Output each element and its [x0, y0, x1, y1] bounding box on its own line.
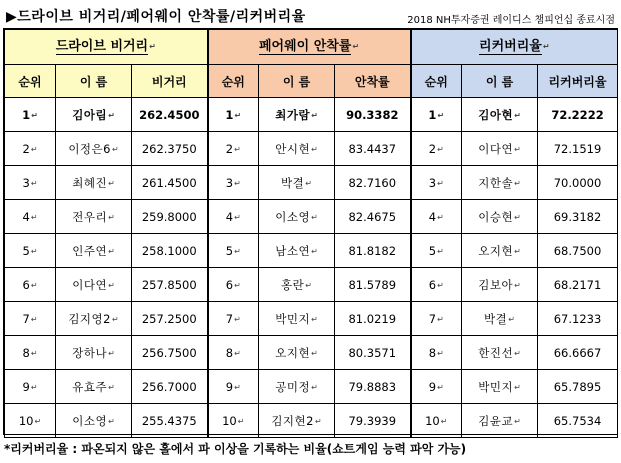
player-name: 지한솔 [478, 175, 514, 190]
stat-value-cell [132, 132, 208, 166]
rank-cell [5, 370, 56, 404]
return-mark: ↵ [237, 416, 245, 426]
stat-value-cell [538, 132, 618, 166]
rank-cell [5, 98, 56, 132]
stat-value: 82.7160 [348, 175, 397, 190]
rank: 6 [428, 277, 437, 292]
player-name-cell [462, 268, 538, 302]
stat-value: 256.7000 [141, 379, 197, 394]
return-mark: ↵ [311, 348, 318, 358]
return-mark: ↵ [234, 144, 241, 154]
stat-value: 81.0219 [348, 311, 397, 326]
player-name: 박결 [484, 311, 508, 326]
stat-value-cell [538, 234, 618, 268]
player-name-cell [462, 336, 538, 370]
column-header-name: 이 름 [56, 65, 132, 98]
rank-cell [5, 404, 56, 438]
rank: 1 [428, 107, 437, 122]
rank-cell [5, 234, 56, 268]
stat-value: 261.4500 [141, 175, 197, 190]
rank-cell [5, 166, 56, 200]
player-name-cell [56, 404, 132, 438]
player-name-cell [462, 234, 538, 268]
stat-value: 65.7534 [553, 413, 602, 428]
table-row [5, 370, 618, 404]
rank-cell [411, 132, 462, 166]
player-name: 홍란 [281, 277, 305, 292]
stat-value-cell [335, 98, 411, 132]
return-mark: ↵ [311, 212, 318, 222]
player-name: 오지현 [275, 345, 311, 360]
player-name-cell [259, 200, 335, 234]
stat-value: 255.4375 [141, 413, 197, 428]
rank-cell [5, 268, 56, 302]
table-row [5, 200, 618, 234]
rank-cell [411, 336, 462, 370]
rank: 5 [225, 243, 234, 258]
table-row [5, 234, 618, 268]
rank: 3 [428, 175, 437, 190]
stat-value: 83.4437 [348, 141, 397, 156]
rank: 10 [425, 413, 440, 428]
player-name-cell [259, 98, 335, 132]
rank-cell [208, 98, 259, 132]
player-name: 장하나 [72, 345, 108, 360]
player-name-cell [56, 370, 132, 404]
stat-value: 72.1519 [553, 141, 602, 156]
return-mark: ↵ [111, 144, 119, 154]
return-mark: ↵ [234, 212, 241, 222]
column-header-row [5, 65, 618, 98]
rank: 8 [22, 345, 30, 360]
return-mark: ↵ [514, 178, 521, 188]
player-name: 김아현 [478, 107, 514, 122]
return-mark: ↵ [234, 280, 241, 290]
player-name-cell [56, 166, 132, 200]
return-mark: ↵ [108, 178, 115, 188]
player-name-cell [259, 404, 335, 438]
rank-cell [411, 370, 462, 404]
stat-value-cell [335, 166, 411, 200]
rank: 6 [225, 277, 234, 292]
player-name-cell [56, 200, 132, 234]
player-name: 김윤교 [478, 413, 514, 428]
rank: 6 [22, 277, 30, 292]
return-mark: ↵ [30, 314, 38, 324]
stat-value: 72.2222 [551, 107, 604, 122]
stat-value: 90.3382 [346, 107, 399, 122]
return-mark: ↵ [514, 212, 521, 222]
rank-cell [208, 132, 259, 166]
return-mark: ↵ [234, 314, 241, 324]
return-mark: ↵ [234, 246, 241, 256]
column-header-value: 리커버리율 [538, 65, 618, 98]
stat-value: 81.5789 [348, 277, 397, 292]
table-row [5, 132, 618, 166]
page-title: ▶드라이브 비거리/페어웨이 안착률/리커버리율 [6, 9, 306, 25]
player-name: 김지현2 [271, 413, 314, 428]
return-mark: ↵ [514, 416, 521, 426]
player-name: 박결 [281, 175, 305, 190]
column-header-value: 비거리 [132, 65, 208, 98]
return-mark: ↵ [542, 42, 550, 51]
rank-cell [208, 234, 259, 268]
return-mark: ↵ [437, 212, 444, 222]
rank: 9 [225, 379, 234, 394]
return-mark: ↵ [437, 246, 444, 256]
stat-value: 258.1000 [141, 243, 197, 258]
stat-value-cell [132, 200, 208, 234]
stats-table-body [5, 30, 618, 438]
stat-value-cell [132, 302, 208, 336]
return-mark: ↵ [437, 314, 444, 324]
return-mark: ↵ [514, 110, 521, 120]
rank: 5 [22, 243, 30, 258]
return-mark: ↵ [437, 144, 444, 154]
rank: 4 [428, 209, 437, 224]
rank-cell [411, 200, 462, 234]
return-mark: ↵ [311, 246, 318, 256]
stat-value-cell [132, 336, 208, 370]
stat-value: 82.4675 [348, 209, 397, 224]
rank: 5 [428, 243, 437, 258]
group-title: 리커버리율 [479, 39, 542, 54]
return-mark: ↵ [314, 416, 322, 426]
return-mark: ↵ [108, 416, 115, 426]
player-name: 이소영 [275, 209, 311, 224]
return-mark: ↵ [311, 382, 318, 392]
return-mark: ↵ [30, 246, 38, 256]
stat-value: 79.8883 [348, 379, 397, 394]
return-mark: ↵ [305, 280, 312, 290]
rank-cell [411, 404, 462, 438]
rank-cell [208, 336, 259, 370]
return-mark: ↵ [108, 110, 115, 120]
rank: 7 [225, 311, 234, 326]
return-mark: ↵ [149, 42, 156, 51]
return-mark: ↵ [234, 110, 242, 120]
rank-cell [411, 302, 462, 336]
player-name-cell [259, 234, 335, 268]
stat-value-cell [132, 166, 208, 200]
return-mark: ↵ [311, 110, 318, 120]
column-header-rank: 순위 [5, 65, 56, 98]
player-name-cell [462, 302, 538, 336]
stat-value: 262.4500 [139, 107, 200, 122]
rank: 2 [225, 141, 234, 156]
player-name: 이다연 [72, 277, 108, 292]
table-row [5, 404, 618, 438]
player-name: 박민지 [275, 311, 311, 326]
player-name: 이승현 [478, 209, 514, 224]
rank-cell [5, 336, 56, 370]
column-header-rank: 순위 [208, 65, 259, 98]
return-mark: ↵ [30, 212, 38, 222]
stat-value-cell [538, 268, 618, 302]
table-row [5, 166, 618, 200]
return-mark: ↵ [508, 314, 515, 324]
column-header-name: 이 름 [462, 65, 538, 98]
stat-value-cell [335, 132, 411, 166]
rank-cell [5, 132, 56, 166]
rank-cell [411, 98, 462, 132]
rank-cell [208, 166, 259, 200]
player-name-cell [56, 98, 132, 132]
table-row [5, 302, 618, 336]
rank: 9 [22, 379, 30, 394]
return-mark: ↵ [234, 348, 241, 358]
player-name: 오지현 [478, 243, 514, 258]
stat-value-cell [132, 268, 208, 302]
return-mark: ↵ [437, 110, 445, 120]
stat-value: 80.3571 [348, 345, 397, 360]
player-name-cell [462, 98, 538, 132]
player-name-cell [56, 132, 132, 166]
stat-value-cell [335, 404, 411, 438]
rank: 8 [428, 345, 437, 360]
player-name: 공미정 [275, 379, 311, 394]
player-name: 전우리 [72, 209, 108, 224]
player-name: 최혜진 [72, 175, 108, 190]
rank-cell [208, 302, 259, 336]
return-mark: ↵ [437, 348, 444, 358]
stat-value: 70.0000 [553, 175, 602, 190]
player-name-cell [56, 302, 132, 336]
player-name-cell [56, 268, 132, 302]
stat-value: 67.1233 [553, 311, 602, 326]
stat-value: 79.3939 [348, 413, 397, 428]
return-mark: ↵ [30, 348, 38, 358]
stat-value-cell [538, 166, 618, 200]
player-name-cell [56, 336, 132, 370]
rank: 3 [22, 175, 30, 190]
rank: 4 [225, 209, 234, 224]
column-header-value: 안착률 [335, 65, 411, 98]
return-mark: ↵ [234, 382, 241, 392]
return-mark: ↵ [305, 178, 312, 188]
player-name: 이소영 [72, 413, 108, 428]
return-mark: ↵ [30, 144, 38, 154]
rank-cell [411, 268, 462, 302]
rank-cell [208, 200, 259, 234]
player-name-cell [462, 132, 538, 166]
return-mark: ↵ [234, 178, 241, 188]
player-name: 김보아 [478, 277, 514, 292]
player-name-cell [259, 166, 335, 200]
rank: 10 [222, 413, 237, 428]
rank-cell [208, 370, 259, 404]
stat-value-cell [335, 268, 411, 302]
stat-value: 65.7895 [553, 379, 602, 394]
return-mark: ↵ [108, 280, 115, 290]
return-mark: ↵ [311, 314, 318, 324]
player-name: 남소연 [275, 243, 311, 258]
stat-value-cell [538, 200, 618, 234]
group-title: 페어웨이 안착률 [258, 39, 352, 54]
rank-cell [5, 200, 56, 234]
return-mark: ↵ [437, 178, 444, 188]
rank: 4 [22, 209, 30, 224]
player-name-cell [259, 336, 335, 370]
stat-value: 257.2500 [141, 311, 197, 326]
return-mark: ↵ [440, 416, 448, 426]
stat-value: 259.8000 [141, 209, 197, 224]
return-mark: ↵ [311, 144, 318, 154]
group-header-2 [208, 30, 411, 65]
return-mark: ↵ [108, 246, 115, 256]
player-name: 안시현 [275, 141, 311, 156]
player-name: 인주연 [72, 243, 108, 258]
stat-value-cell [132, 404, 208, 438]
group-header-3 [411, 30, 618, 65]
stat-value-cell [132, 234, 208, 268]
player-name-cell [56, 234, 132, 268]
rank: 7 [428, 311, 437, 326]
rank: 2 [428, 141, 437, 156]
group-title: 드라이브 비거리 [55, 39, 149, 54]
stat-value: 69.3182 [553, 209, 602, 224]
column-header-rank: 순위 [411, 65, 462, 98]
stat-value-cell [538, 302, 618, 336]
player-name-cell [259, 268, 335, 302]
group-header-row [5, 30, 618, 65]
table-row [5, 98, 618, 132]
player-name: 이다연 [478, 141, 514, 156]
return-mark: ↵ [108, 382, 115, 392]
stat-value-cell [335, 370, 411, 404]
player-name: 최가람 [275, 107, 311, 122]
return-mark: ↵ [352, 42, 360, 51]
player-name-cell [462, 200, 538, 234]
stat-value-cell [538, 98, 618, 132]
return-mark: ↵ [437, 280, 444, 290]
rank-cell [208, 268, 259, 302]
stat-value-cell [538, 336, 618, 370]
stat-value-cell [132, 370, 208, 404]
return-mark: ↵ [111, 314, 119, 324]
player-name-cell [259, 132, 335, 166]
page-subtitle: 2018 NH투자증권 레이디스 챔피언십 종료시점 [407, 15, 615, 26]
stat-value-cell [538, 370, 618, 404]
stat-value-cell [132, 98, 208, 132]
stat-value-cell [335, 302, 411, 336]
return-mark: ↵ [31, 110, 38, 120]
player-name: 한진선 [478, 345, 514, 360]
return-mark: ↵ [34, 416, 42, 426]
return-mark: ↵ [514, 348, 521, 358]
stats-table [4, 29, 618, 438]
group-header-1 [5, 30, 208, 65]
footnote: *리커버리율 : 파온되지 않은 홀에서 파 이상을 기록하는 비율(쇼트게임 능력 파악 가능) [4, 442, 467, 456]
stat-value-cell [335, 200, 411, 234]
stat-value-cell [335, 234, 411, 268]
player-name-cell [462, 166, 538, 200]
rank-cell [411, 234, 462, 268]
return-mark: ↵ [437, 382, 444, 392]
return-mark: ↵ [514, 382, 521, 392]
player-name: 유효주 [72, 379, 108, 394]
return-mark: ↵ [108, 212, 115, 222]
rank-cell [411, 166, 462, 200]
stat-value: 68.7500 [553, 243, 602, 258]
player-name-cell [259, 302, 335, 336]
table-row [5, 268, 618, 302]
player-name-cell [462, 370, 538, 404]
stat-value: 68.2171 [553, 277, 602, 292]
rank: 1 [225, 107, 234, 122]
return-mark: ↵ [30, 280, 38, 290]
stat-value: 262.3750 [141, 141, 197, 156]
rank: 7 [22, 311, 30, 326]
stat-value-cell [538, 404, 618, 438]
stat-value: 257.8500 [141, 277, 197, 292]
rank: 8 [225, 345, 234, 360]
return-mark: ↵ [514, 246, 521, 256]
player-name: 박민지 [478, 379, 514, 394]
stat-value: 256.7500 [141, 345, 197, 360]
player-name: 김아림 [72, 107, 108, 122]
stat-value: 66.6667 [553, 345, 602, 360]
player-name: 김지영2 [68, 311, 111, 326]
rank: 3 [225, 175, 234, 190]
return-mark: ↵ [514, 280, 521, 290]
rank: 10 [18, 413, 34, 428]
return-mark: ↵ [108, 348, 115, 358]
rank-cell [5, 302, 56, 336]
player-name-cell [462, 404, 538, 438]
return-mark: ↵ [514, 144, 521, 154]
rank: 1 [22, 107, 31, 122]
player-name-cell [259, 370, 335, 404]
player-name: 이정은6 [68, 141, 111, 156]
stat-value-cell [335, 336, 411, 370]
table-row [5, 336, 618, 370]
rank-cell [208, 404, 259, 438]
rank: 2 [22, 141, 30, 156]
stat-value: 81.8182 [348, 243, 397, 258]
return-mark: ↵ [30, 178, 38, 188]
rank: 9 [428, 379, 437, 394]
column-header-name: 이 름 [259, 65, 335, 98]
return-mark: ↵ [30, 382, 38, 392]
